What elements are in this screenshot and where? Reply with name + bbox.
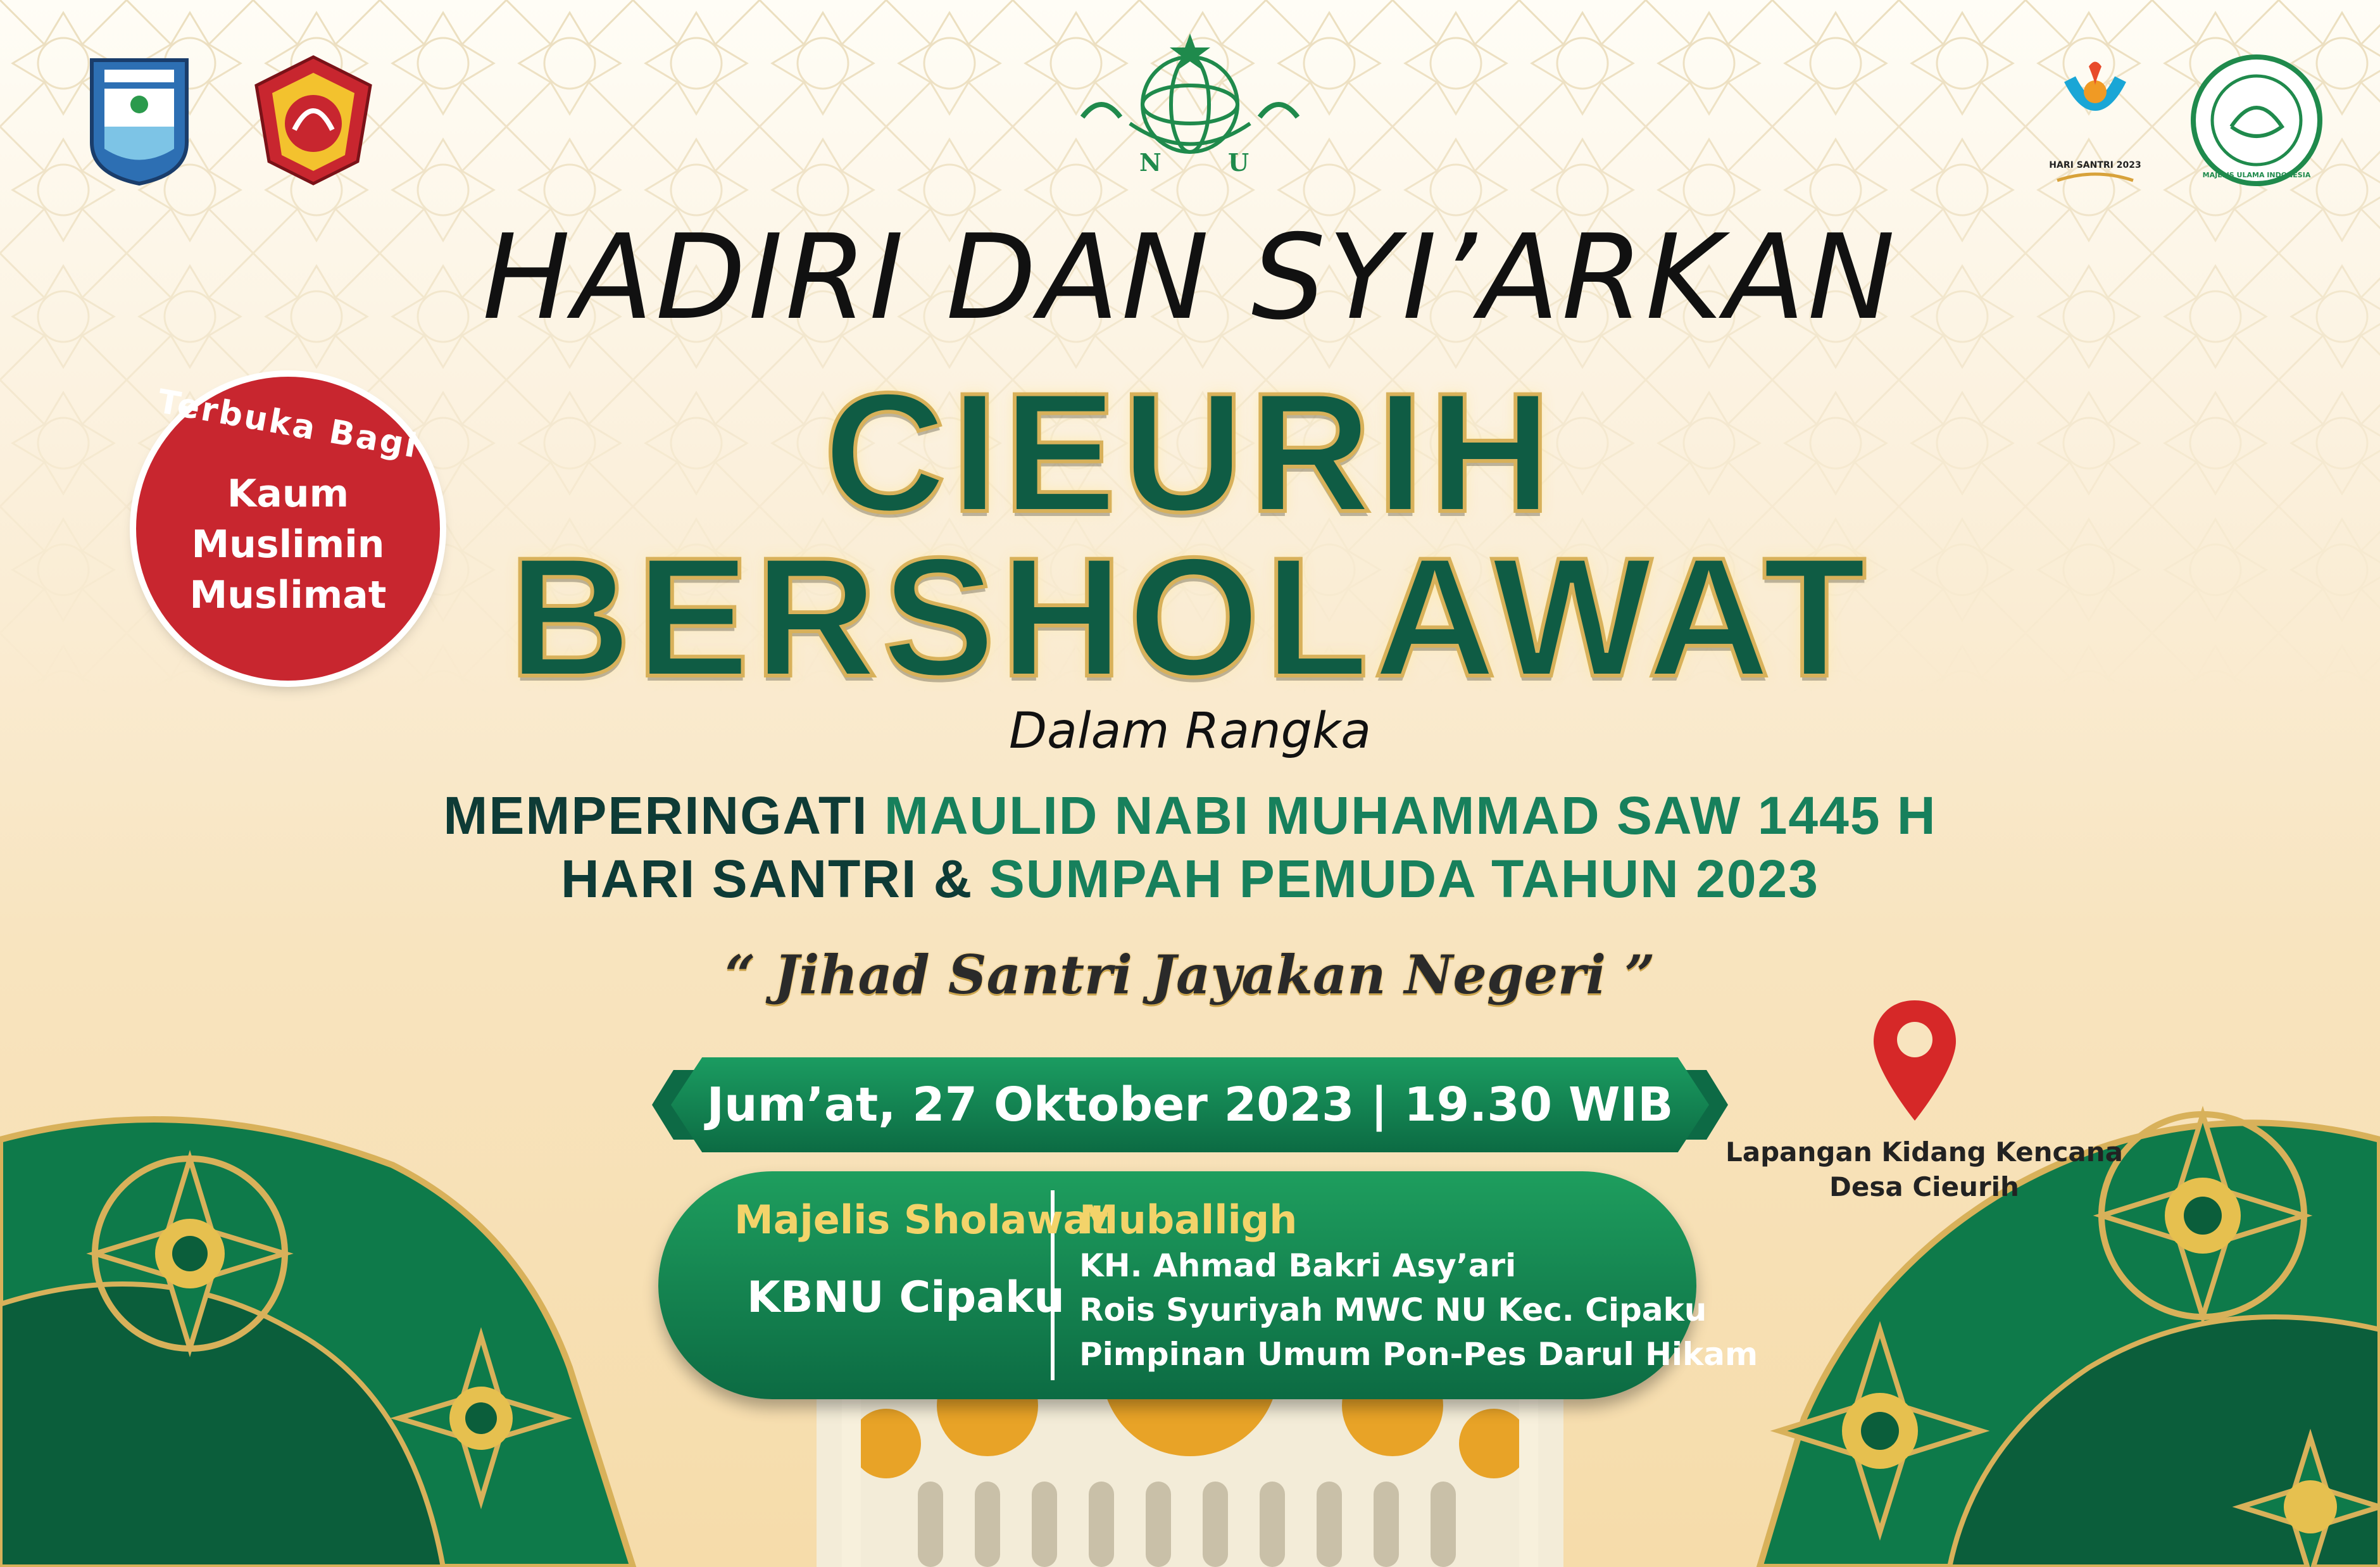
location-line-1: Lapangan Kidang Kencana — [1726, 1136, 2123, 1167]
intro-text: Dalam Rangka — [1008, 703, 1371, 760]
hari-santri-logo — [2045, 60, 2146, 193]
occasion-line-1-part2: MAULID NABI MUHAMMAD SAW 1445 H — [884, 786, 1937, 845]
location-pin-icon — [1867, 994, 1962, 1127]
majelis-name: KBNU Cipaku — [747, 1273, 1065, 1323]
occasion-line-1-part1: MEMPERINGATI — [443, 786, 884, 845]
event-date-time: Jum’at, 27 Oktober 2023 | 19.30 WIB — [706, 1078, 1674, 1132]
nu-letter-u: U — [1228, 148, 1250, 177]
desa-cieurih-logo — [85, 54, 193, 187]
occasion-line-2-part1: HARI SANTRI & — [561, 849, 989, 909]
theme-slogan: “ Jihad Santri Jayakan Negeri ” — [725, 943, 1655, 1006]
occasion-line-2 — [0, 848, 2380, 910]
muballigh-role-2: Pimpinan Umum Pon-Pes Darul Hikam — [1079, 1336, 1758, 1373]
muballigh-role-1: Rois Syuriyah MWC NU Kec. Cipaku — [1079, 1292, 1707, 1328]
nu-letter-n: N — [1139, 148, 1162, 177]
event-title-line2: BERSHOLAWAT — [508, 522, 1872, 712]
badge-line-1: Kaum — [227, 472, 349, 516]
badge-line-2: Muslimin — [191, 522, 385, 567]
kabupaten-logo — [250, 54, 377, 187]
occasion-line-2-part2: SUMPAH PEMUDA TAHUN 2023 — [989, 849, 1819, 909]
badge-line-3: Muslimat — [189, 573, 387, 617]
mui-logo — [2187, 51, 2326, 190]
majelis-label: Majelis Sholawat — [734, 1197, 1109, 1243]
badge-top-text: Terbuka Bagi — [154, 382, 422, 466]
hari-santri-logo-text: HARI SANTRI 2023 — [2049, 160, 2141, 170]
nu-logo — [1070, 28, 1310, 180]
event-title-line1: CIEURIH — [824, 357, 1556, 547]
mui-logo-text: MAJELIS ULAMA INDONESIA — [2202, 171, 2311, 179]
occasion-line-1 — [0, 785, 2380, 846]
location-line-2: Desa Cieurih — [1829, 1171, 2019, 1202]
muballigh-label: Muballigh — [1079, 1197, 1298, 1243]
muballigh-name: KH. Ahmad Bakri Asy’ari — [1079, 1247, 1517, 1284]
headline: HADIRI DAN SYI’ARKAN — [482, 209, 1898, 346]
